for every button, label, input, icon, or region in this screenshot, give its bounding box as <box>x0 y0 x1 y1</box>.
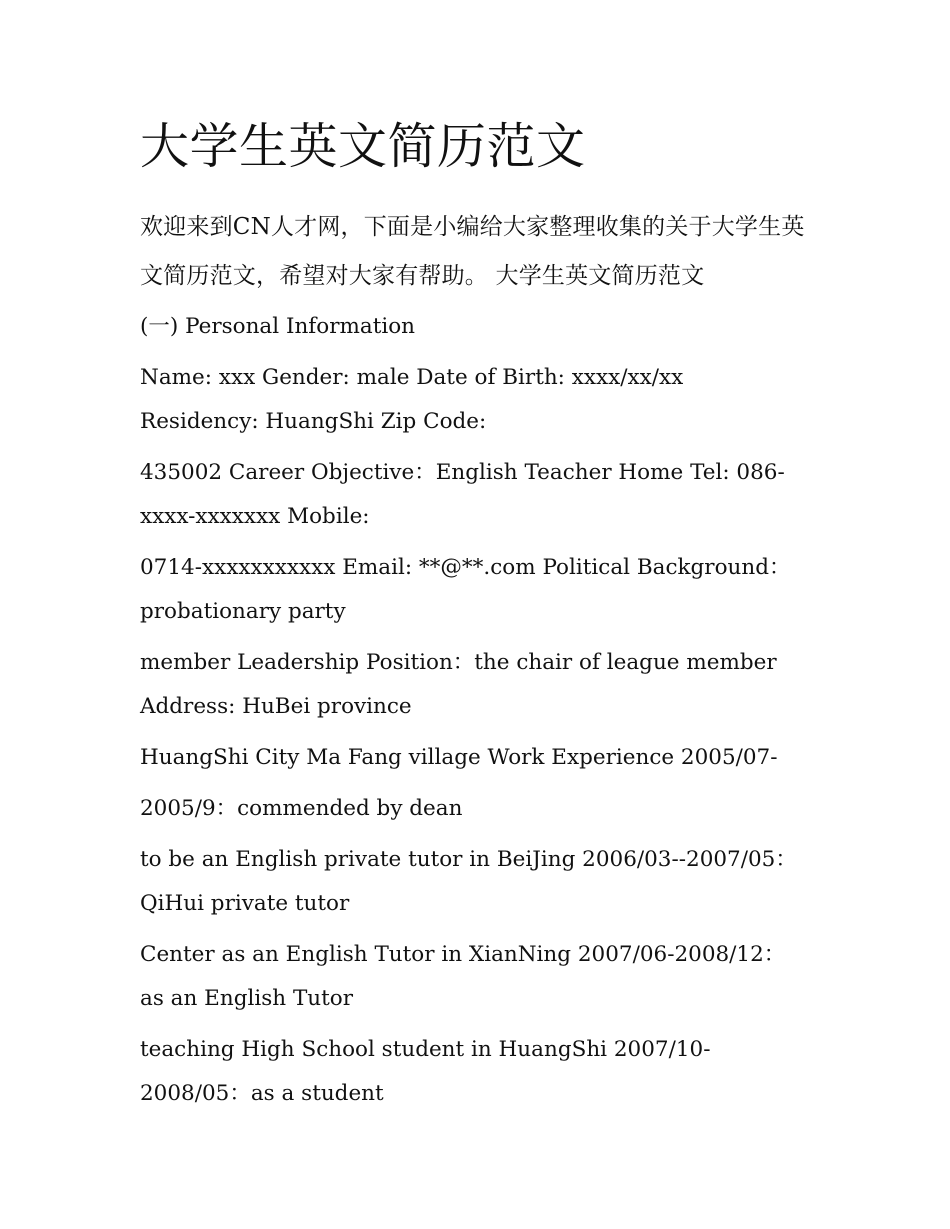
paragraph-contact-email: 0714-xxxxxxxxxxx Email: **@**.com Political Background：probationary party <box>140 555 791 624</box>
paragraph-work-experience: HuangShi City Ma Fang village Work Experience 2005/07- <box>140 745 778 770</box>
paragraph-personal-details: Name: xxx Gender: male Date of Birth: xxxx/xx/xx Residency: HuangShi Zip Code: <box>140 365 684 434</box>
section-heading-personal-information: (一) Personal Information <box>140 314 415 339</box>
paragraph-xianning-tutor: Center as an English Tutor in XianNing 2007/06-2008/12：as an English Tutor <box>140 942 786 1011</box>
paragraph-beijing-tutor: to be an English private tutor in BeiJing 2006/03--2007/05：QiHui private tutor <box>140 847 797 916</box>
paragraph-huangshi-teaching: teaching High School student in HuangShi 2007/10-2008/05：as a student <box>140 1037 711 1106</box>
document-title: 大学生英文简历范文 <box>140 118 586 175</box>
intro-paragraph: 欢迎来到CN人才网，下面是小编给大家整理收集的关于大学生英文简历范文，希望对大家有帮助。 大学生英文简历范文 <box>140 214 805 289</box>
paragraph-career-objective: 435002 Career Objective：English Teacher Home Tel: 086-xxxx-xxxxxxx Mobile: <box>140 460 785 529</box>
paragraph-commendation: 2005/9：commended by dean <box>140 796 463 821</box>
resume-body <box>140 305 805 1116</box>
paragraph-leadership-address: member Leadership Position：the chair of league member Address: HuBei province <box>140 650 777 719</box>
document-page <box>140 112 805 1123</box>
